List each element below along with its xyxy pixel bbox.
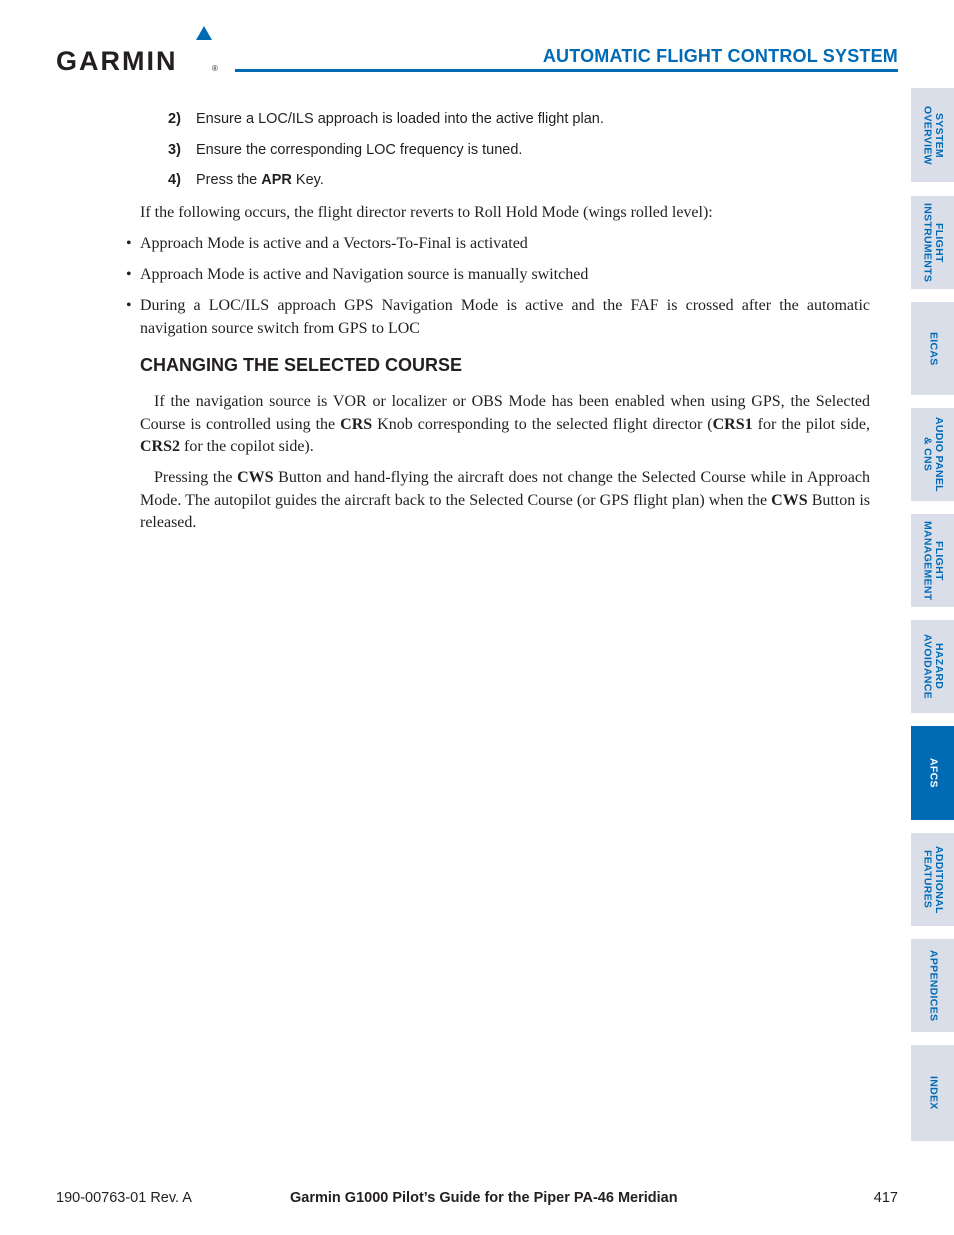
intro-paragraph: If the following occurs, the flight director reverts to Roll Hold Mode (wings rolled level): (140, 204, 713, 221)
tab-label: SYSTEM OVERVIEW (921, 105, 945, 165)
list-item-text: Approach Mode is active and Navigation source is manually switched (140, 266, 589, 283)
cws-button-name: CWS (771, 491, 808, 509)
tab-label: FLIGHT INSTRUMENTS (921, 202, 945, 283)
tab-label: AUDIO PANEL & CNS (921, 417, 945, 492)
bullet-dot: • (126, 235, 132, 252)
step-number: 3) (168, 142, 181, 158)
step-text: Ensure the corresponding LOC frequency is tuned. (196, 142, 523, 158)
tab-index[interactable] (911, 1045, 954, 1141)
para-text: If the navigation source is VOR or localizer or OBS Mode has been enabled when using GPS, the Selected Course is controlled using the (140, 393, 870, 433)
para-text: for the pilot side, (752, 415, 871, 433)
para-text: Button is released. (140, 491, 871, 531)
bullet-dot: • (126, 266, 132, 283)
page-number: 417 (873, 1190, 898, 1206)
tab-appendices[interactable] (911, 939, 954, 1032)
tab-label: ADDITIONAL FEATURES (921, 845, 945, 914)
garmin-logo (56, 26, 220, 74)
cws-button-name: CWS (237, 469, 274, 486)
list-item (126, 264, 870, 287)
header-rule (235, 69, 898, 72)
tab-additional-features[interactable] (911, 833, 954, 926)
step-text: Ensure a LOC/ILS approach is loaded into the active flight plan. (196, 111, 604, 127)
step-4 (168, 172, 324, 188)
tab-flight-instruments[interactable] (911, 196, 954, 289)
tab-label: AFCS (927, 758, 940, 788)
apr-key-name: APR (261, 172, 292, 188)
logo-triangle-icon (196, 26, 212, 40)
bullet-dot: • (126, 297, 132, 314)
list-item (126, 233, 870, 256)
tab-label: FLIGHT MANAGEMENT (921, 520, 945, 601)
selected-course-paragraph (140, 391, 870, 459)
step-number: 4) (168, 172, 181, 188)
tab-label: APPENDICES (927, 949, 940, 1022)
footer-doc-number: 190-00763-01 Rev. A (56, 1190, 192, 1206)
tab-eicas[interactable] (911, 302, 954, 395)
para-text: Pressing the (154, 469, 238, 486)
para-text: Knob corresponding to the selected flight director ( (372, 415, 713, 433)
tab-flight-management[interactable] (911, 514, 954, 607)
list-item (126, 295, 870, 340)
crs2-knob-name: CRS2 (140, 438, 181, 455)
tab-hazard-avoidance[interactable] (911, 620, 954, 713)
section-heading: CHANGING THE SELECTED COURSE (140, 355, 463, 375)
tab-audio-panel-cns[interactable] (911, 408, 954, 501)
step-text-pre: Press the (196, 172, 262, 188)
page-section-title: AUTOMATIC FLIGHT CONTROL SYSTEM (542, 46, 898, 66)
para-text: for the copilot side). (180, 438, 314, 455)
tab-label: INDEX (927, 1076, 940, 1110)
logo-text: GARMIN (56, 46, 178, 76)
step-number: 2) (168, 111, 181, 127)
step-text-post: Key. (291, 172, 324, 188)
crs-knob-name: CRS (340, 415, 373, 433)
crs1-knob-name: CRS1 (712, 415, 753, 433)
tab-afcs[interactable] (911, 726, 954, 820)
list-item-text: During a LOC/ILS approach GPS Navigation Mode is active and the FAF is crossed after the automatic navigation source switch from GPS to LOC (140, 297, 870, 337)
step-3 (168, 142, 522, 158)
cws-paragraph (140, 467, 870, 535)
tab-system-overview[interactable] (911, 88, 954, 182)
footer-title: Garmin G1000 Pilot’s Guide for the Piper PA-46 Meridian (290, 1190, 678, 1206)
para-text: Button and hand-flying the aircraft does not change the Selected Course while in Approach Mode. The autopilot guides the aircraft back to the Selected Course (or GPS flight plan) when the (140, 469, 870, 509)
list-item-text: Approach Mode is active and a Vectors-To-Final is activated (140, 235, 528, 252)
logo-registered-mark: ® (212, 64, 218, 73)
step-2 (168, 111, 604, 127)
tab-label: HAZARD AVOIDANCE (921, 634, 945, 699)
tab-label: EICAS (927, 331, 940, 366)
